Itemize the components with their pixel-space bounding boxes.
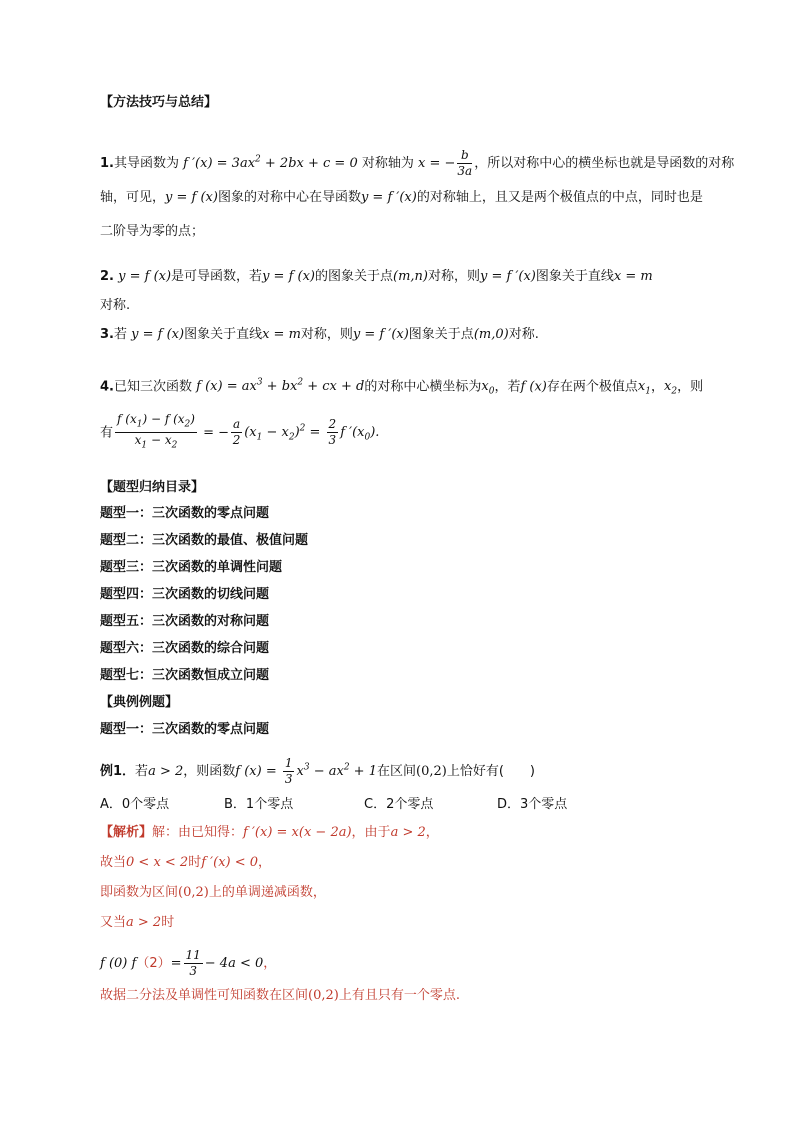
toc-item: 题型六：三次函数的综合问题 — [100, 641, 270, 656]
option-d[interactable]: D．3个零点 — [497, 797, 568, 812]
solution-label: 【解析】 — [100, 825, 153, 840]
paragraph-4-line-2 — [100, 412, 379, 454]
text: ，则 — [677, 379, 704, 395]
math-y-prime: y = f ′(x) — [480, 269, 536, 284]
item-number: 3. — [100, 327, 114, 342]
math-derivative: f ′(x) = x(x − 2a) — [243, 825, 352, 840]
math-function: f (x) = — [235, 764, 281, 779]
math-interval: (0,2) — [416, 764, 447, 779]
math-line: x = m — [262, 327, 301, 342]
math-inequality: − 4a < 0 — [204, 956, 264, 971]
toc-item: 题型一：三次函数的零点问题 — [100, 506, 270, 521]
item-number: 2. — [100, 269, 114, 284]
math-fraction-13: $\frac{1}{3}$ — [284, 756, 293, 786]
math-f0f: f (0) f — [100, 956, 137, 971]
math-condition: a > 2 — [390, 825, 426, 840]
toc-heading: 【题型归纳目录】 — [100, 480, 205, 495]
toc-item: 题型三：三次函数的单调性问题 — [100, 560, 283, 575]
math-fraction: $\frac{b}{3a}$ — [457, 148, 473, 178]
math-function-rest: $x^3 - ax^2 + 1$ — [296, 762, 377, 779]
option-a[interactable]: A．0个零点 — [100, 797, 170, 812]
text: 若 — [135, 764, 149, 779]
math-cubic: f $(x) = ax^3 + bx^2$ + cx + d — [196, 378, 365, 395]
solution-line-1 — [100, 823, 439, 843]
text: 时 — [161, 915, 175, 930]
toc-item: 题型五：三次函数的对称问题 — [100, 614, 270, 629]
math-axis: x = − — [418, 156, 456, 171]
math-y-prime: y = f ′(x) — [352, 327, 409, 342]
text: （2） — [136, 956, 171, 971]
toc-item: 题型七：三次函数恒成立问题 — [100, 668, 270, 683]
math-y: y = f (x) — [262, 269, 315, 284]
solution-line-2 — [100, 853, 271, 873]
text: ，若 — [494, 379, 521, 395]
math-x2: $x_2$ — [663, 379, 678, 397]
paragraph-4-line-1 — [100, 373, 703, 402]
paragraph-1-line-3: 二阶导为零的点； — [100, 224, 205, 239]
math-derivative-neg: f ′(x) < 0 — [201, 855, 259, 870]
text: 存在两个极值点 — [546, 379, 638, 395]
text: ， — [263, 956, 277, 971]
math-derivative: f $'(x) = 3ax^2 + 2bx + c = 0$ — [183, 154, 358, 171]
text: 图象关于直线 — [184, 327, 263, 342]
math-y: y = f (x) — [118, 269, 172, 284]
option-b[interactable]: B．1个零点 — [224, 797, 294, 812]
options-row — [100, 795, 567, 815]
math-fx: f (x) — [520, 379, 547, 395]
text: ， — [258, 855, 272, 870]
text: 故据二分法及单调性可知函数在区间 — [100, 988, 309, 1003]
text: 时 — [188, 855, 202, 870]
text: 其导函数为 — [113, 156, 179, 171]
text: 已知三次函数 — [113, 379, 192, 395]
text: 的对称轴上，且又是两个极值点的中点，同时也是 — [416, 190, 703, 205]
solution-line-4 — [100, 913, 174, 933]
item-number: 4. — [100, 379, 114, 395]
math-x1: $x_1$ — [637, 379, 651, 397]
toc-item: 题型四：三次函数的切线问题 — [100, 587, 270, 602]
text: 对称，则 — [427, 269, 480, 284]
text: 故当 — [100, 855, 127, 870]
math-interval: (0,2) — [308, 988, 339, 1003]
text: 的对称中心横坐标为 — [364, 379, 482, 395]
math-range: 0 < x < 2 — [126, 855, 189, 870]
solution-line-3 — [100, 883, 326, 903]
math-interval: (0,2) — [178, 885, 209, 900]
type1-heading: 题型一：三次函数的零点问题 — [100, 722, 270, 737]
math-square: $(x_1 - x_2)^2$ = — [244, 424, 325, 443]
toc-item: 题型二：三次函数的最值、极值问题 — [100, 533, 309, 548]
example-1-question — [100, 756, 535, 787]
text: 对称. — [508, 327, 539, 342]
paragraph-2-line-1 — [100, 267, 653, 287]
section-method-heading: 【方法技巧与总结】 — [100, 95, 218, 110]
item-number: 1. — [100, 156, 114, 171]
math-line: x = m — [613, 269, 653, 284]
math-fraction-a2: $\frac{a}{2}$ — [232, 417, 241, 448]
text: 即函数为区间 — [100, 885, 179, 900]
text: 图象关于点 — [408, 327, 474, 342]
text: ， — [650, 379, 664, 395]
math-point: (m,0) — [473, 327, 509, 342]
text: 图象的对称中心在导函数 — [217, 190, 361, 205]
text: ， — [425, 825, 439, 840]
text: 上有且只有一个零点. — [338, 988, 460, 1003]
text: 的图象关于点 — [314, 269, 393, 284]
text: 对称轴为 — [361, 156, 414, 171]
text: 有 — [100, 425, 114, 441]
text: 解：由已知得： — [152, 825, 244, 840]
paragraph-3 — [100, 325, 539, 345]
math-eq: = − — [198, 425, 230, 441]
solution-line-6 — [100, 986, 460, 1006]
text: 图象关于直线 — [535, 269, 614, 284]
math-x0: $x_0$ — [481, 379, 495, 397]
text: 轴，可见， — [100, 190, 166, 205]
math-condition: a > 2 — [126, 915, 162, 930]
math-y: y = f (x) — [131, 327, 185, 342]
math-fraction-23: $\frac{2}{3}$ — [328, 417, 337, 448]
math-point: (m,n) — [393, 269, 428, 284]
text: 又当 — [100, 915, 127, 930]
examples-heading: 【典例例题】 — [100, 695, 179, 710]
example-label: 例1． — [100, 764, 136, 779]
math-y-prime: y = f ′(x) — [360, 190, 417, 205]
paragraph-1-line-2 — [100, 188, 703, 208]
text: 对称，则 — [300, 327, 353, 342]
text: 上恰好有( ) — [446, 764, 535, 779]
text: ，由于 — [351, 825, 391, 840]
text: 若 — [113, 327, 127, 342]
math-eq: = — [170, 956, 182, 971]
text: 在区间 — [376, 764, 416, 779]
math-condition: a > 2 — [148, 764, 184, 779]
math-fpx0: f $'(x_0)$. — [340, 425, 380, 443]
math-fraction-slope: $\frac{f (x_1) - f (x_2)}{x_1 - x_2}$ — [117, 412, 195, 451]
paragraph-1-line-1 — [100, 148, 734, 179]
solution-line-5 — [100, 948, 276, 979]
math-y: y = f (x) — [165, 190, 218, 205]
paragraph-2-line-2: 对称. — [100, 298, 131, 313]
text: 上的单调递减函数， — [208, 885, 326, 900]
math-fraction-113: $\frac{11}{3}$ — [185, 948, 201, 978]
text: ，则函数 — [183, 764, 236, 779]
option-c[interactable]: C．2个零点 — [364, 797, 434, 812]
text: ，所以对称中心的横坐标也就是导函数的对称 — [474, 156, 735, 171]
text: 是可导函数，若 — [171, 269, 263, 284]
